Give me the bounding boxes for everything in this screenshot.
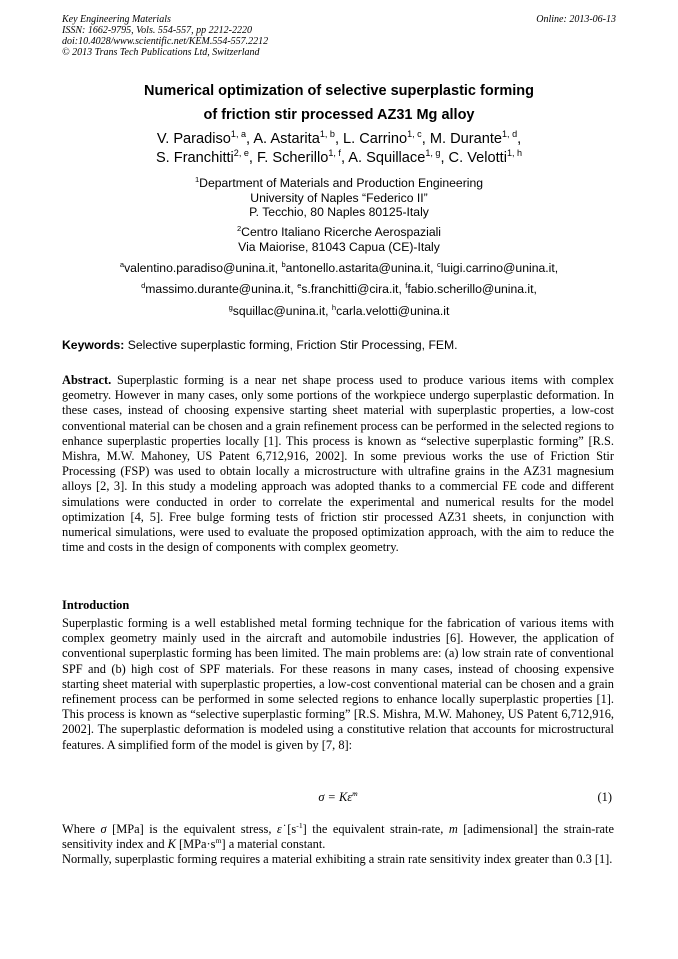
introduction-paragraph-2 xyxy=(62,822,614,852)
author: M. Durante xyxy=(429,131,503,147)
text: [MPa·s xyxy=(175,837,216,852)
equation-1 xyxy=(62,790,614,808)
journal-header xyxy=(62,14,616,58)
email-sup: e xyxy=(297,280,302,290)
email-sup: c xyxy=(436,259,441,269)
author: A. Squillace xyxy=(348,150,426,166)
author: V. Paradiso xyxy=(156,131,231,147)
author-sup: 2, e xyxy=(233,148,249,159)
email-sup: f xyxy=(405,280,408,290)
keywords xyxy=(62,338,616,352)
authors-line-1: V. Paradiso$^{1, a}$, A. Astarita$^{1, b}$, L. Carrino$^{1, c}$, M. Durante$^{1, d}$, xyxy=(156,129,522,147)
abstract-label: Abstract. xyxy=(62,373,112,387)
symbol-k: K xyxy=(167,837,176,852)
equation-text: σ = Kε̇ xyxy=(318,790,353,804)
keywords-text: Selective superplastic forming, Friction Stir Processing, FEM. xyxy=(127,338,458,352)
author-sup: 1, b xyxy=(319,129,335,140)
emails-line-2: $^d$massimo.durante@unina.it, $^e$s.franchitti@cira.it, $^f$fabio.scherillo@unina.it, xyxy=(141,280,537,296)
email-link[interactable]: antonello.astarita@unina.it xyxy=(285,261,431,275)
affiliation-1-line-1 xyxy=(62,176,616,191)
introduction-heading: Introduction xyxy=(62,598,130,612)
text: ] a material constant. xyxy=(221,837,326,852)
affiliation-1-line-2: University of Naples “Federico II” xyxy=(250,191,428,205)
symbol-m: m xyxy=(448,822,458,836)
author-sup: 1, h xyxy=(506,148,523,159)
email-sup: g xyxy=(228,302,233,312)
email-link[interactable]: massimo.durante@unina.it xyxy=(145,282,291,296)
author-sup: 1, c xyxy=(407,129,422,140)
keywords-label: Keywords: xyxy=(62,338,125,352)
author-sup: 1, a xyxy=(230,129,247,140)
affiliation-1-line-3: P. Tecchio, 80 Naples 80125-Italy xyxy=(249,205,429,219)
affiliation-text: Centro Italiano Ricerche Aerospaziali xyxy=(241,225,442,239)
title-line-1: Numerical optimization of selective superplastic forming xyxy=(144,83,534,99)
author-sup: 1, d xyxy=(502,129,518,140)
unit-sup: -1 xyxy=(296,820,303,830)
equation-number: (1) xyxy=(597,790,612,804)
author: F. Scherillo xyxy=(257,150,329,166)
abstract-text: Superplastic forming is a near net shape process used to produce various items with complex geometry. However in many cases, only some portions of the workpiece undergo superplastic deformation. In these cases, instead of choosing expensive starting sheet material with superplastic properties, a low-cost conventional material can be chosen and a grain refinement process can be performed in the selected regions to enhance superplastic properties locally [1]. This process is known as “selective superplastic forming” [R.S. Mishra, M.W. Mahoney, US Patent 6,712,916, 2002]. In some previous works the use of Friction Stir Processing (FSP) was used to obtain locally a microstructure with ultrafine grains in the AZ31 magnesium alloys [2, 3]. In this study a modeling approach was adopted thanks to a commercial FE code and different simulations were conducted in order to correlate the experimental and numerical results for the model optimization [4, 5]. Free bulge forming tests of friction stir processed AZ31 sheets, in conjunction with numerical simulations, were used to evaluate the proposed optimization approach, with the aim to reduce the time and costs in the design of components with complex geometry. xyxy=(62,373,614,555)
text: [MPa] is the equivalent stress, xyxy=(106,822,277,836)
introduction-paragraph-1: Superplastic forming is a well established metal forming technique for the fabrication of various items with complex geometry mainly used in the aircraft and automobile industries [6]. However, the application of conventional superplastic forming has been limited. The main problems are: (a) low strain rate of conventional SPF and (b) high cost of SPF materials. For these reasons in many cases, instead of choosing expensive starting sheet material with superplastic properties, a low-cost conventional material can be chosen and a grain refinement process can be performed in some selected regions to enhance locally superplastic properties [1]. This process is known as “selective superplastic forming” [R.S. Mishra, M.W. Mahoney, US Patent 6,712,916, 2002]. The superplastic deformation is modeled using a constitutive relation that accounts for microstructural features. A simplified form of the model is given by [7, 8]: xyxy=(62,616,614,752)
unit-sup: m xyxy=(215,836,222,846)
affiliation-sup: 2 xyxy=(236,223,242,233)
abstract xyxy=(62,373,614,555)
author-sup: 1, g xyxy=(425,148,441,159)
email-link[interactable]: carla.velotti@unina.it xyxy=(336,304,450,318)
email-link[interactable]: luigi.carrino@unina.it xyxy=(440,261,555,275)
issn: ISSN: 1662-9795, Vols. 554-557, pp 2212-2220 xyxy=(62,25,252,36)
author: L. Carrino xyxy=(343,131,408,147)
emails-line-1: $^a$valentino.paradiso@unina.it, $^b$antonello.astarita@unina.it, $^c$luigi.carrino@unina.it, xyxy=(119,259,559,275)
affiliation-sup: 1 xyxy=(194,174,200,184)
author-sup: 1, f xyxy=(328,148,341,159)
doi: doi:10.4028/www.scientific.net/KEM.554-557.2212 xyxy=(62,36,269,47)
emails-line-3: $^g$squillac@unina.it, $^h$carla.velotti@unina.it xyxy=(228,302,450,318)
email-sup: a xyxy=(119,259,125,269)
title-line-2: of friction stir processed AZ31 Mg alloy xyxy=(203,107,475,123)
text: Where xyxy=(62,822,96,836)
email-sup: h xyxy=(331,302,337,312)
equation-exponent: m xyxy=(352,788,358,798)
author: A. Astarita xyxy=(253,131,320,147)
online-date: Online: 2013-06-13 xyxy=(536,14,616,25)
authors-line-2: S. Franchitti$^{2, e}$, F. Scherillo$^{1, f}$, A. Squillace$^{1, g}$, C. Velotti$^{1, h}$ xyxy=(155,148,523,166)
text: [s xyxy=(281,822,297,836)
author: S. Franchitti xyxy=(155,150,234,166)
symbol-sigma: σ xyxy=(100,822,107,836)
email-link[interactable]: valentino.paradiso@unina.it xyxy=(124,261,275,275)
equation-expression xyxy=(62,790,614,805)
journal-name: Key Engineering Materials xyxy=(62,14,171,25)
copyright: © 2013 Trans Tech Publications Ltd, Switzerland xyxy=(62,47,260,58)
email-link[interactable]: s.franchitti@cira.it xyxy=(301,282,399,296)
introduction-paragraph-3: Normally, superplastic forming requires a material exhibiting a strain rate sensitivity index greater than 0.3 [1]. xyxy=(62,852,613,866)
email-sup: d xyxy=(141,280,146,290)
email-sup: b xyxy=(281,259,286,269)
text: ] the equivalent strain-rate, xyxy=(302,822,449,836)
affiliation-2-line-2: Via Maiorise, 81043 Capua (CE)-Italy xyxy=(238,240,440,254)
email-link[interactable]: fabio.scherillo@unina.it xyxy=(407,282,534,296)
symbol-strain-rate: ε̇ xyxy=(276,822,282,836)
author: C. Velotti xyxy=(448,150,507,166)
affiliation-2-line-1 xyxy=(62,225,616,240)
email-link[interactable]: squillac@unina.it xyxy=(232,304,326,318)
affiliation-text: Department of Materials and Production Engineering xyxy=(199,176,484,190)
text: [adimensional] the strain-rate sensitivity index and xyxy=(62,822,614,852)
